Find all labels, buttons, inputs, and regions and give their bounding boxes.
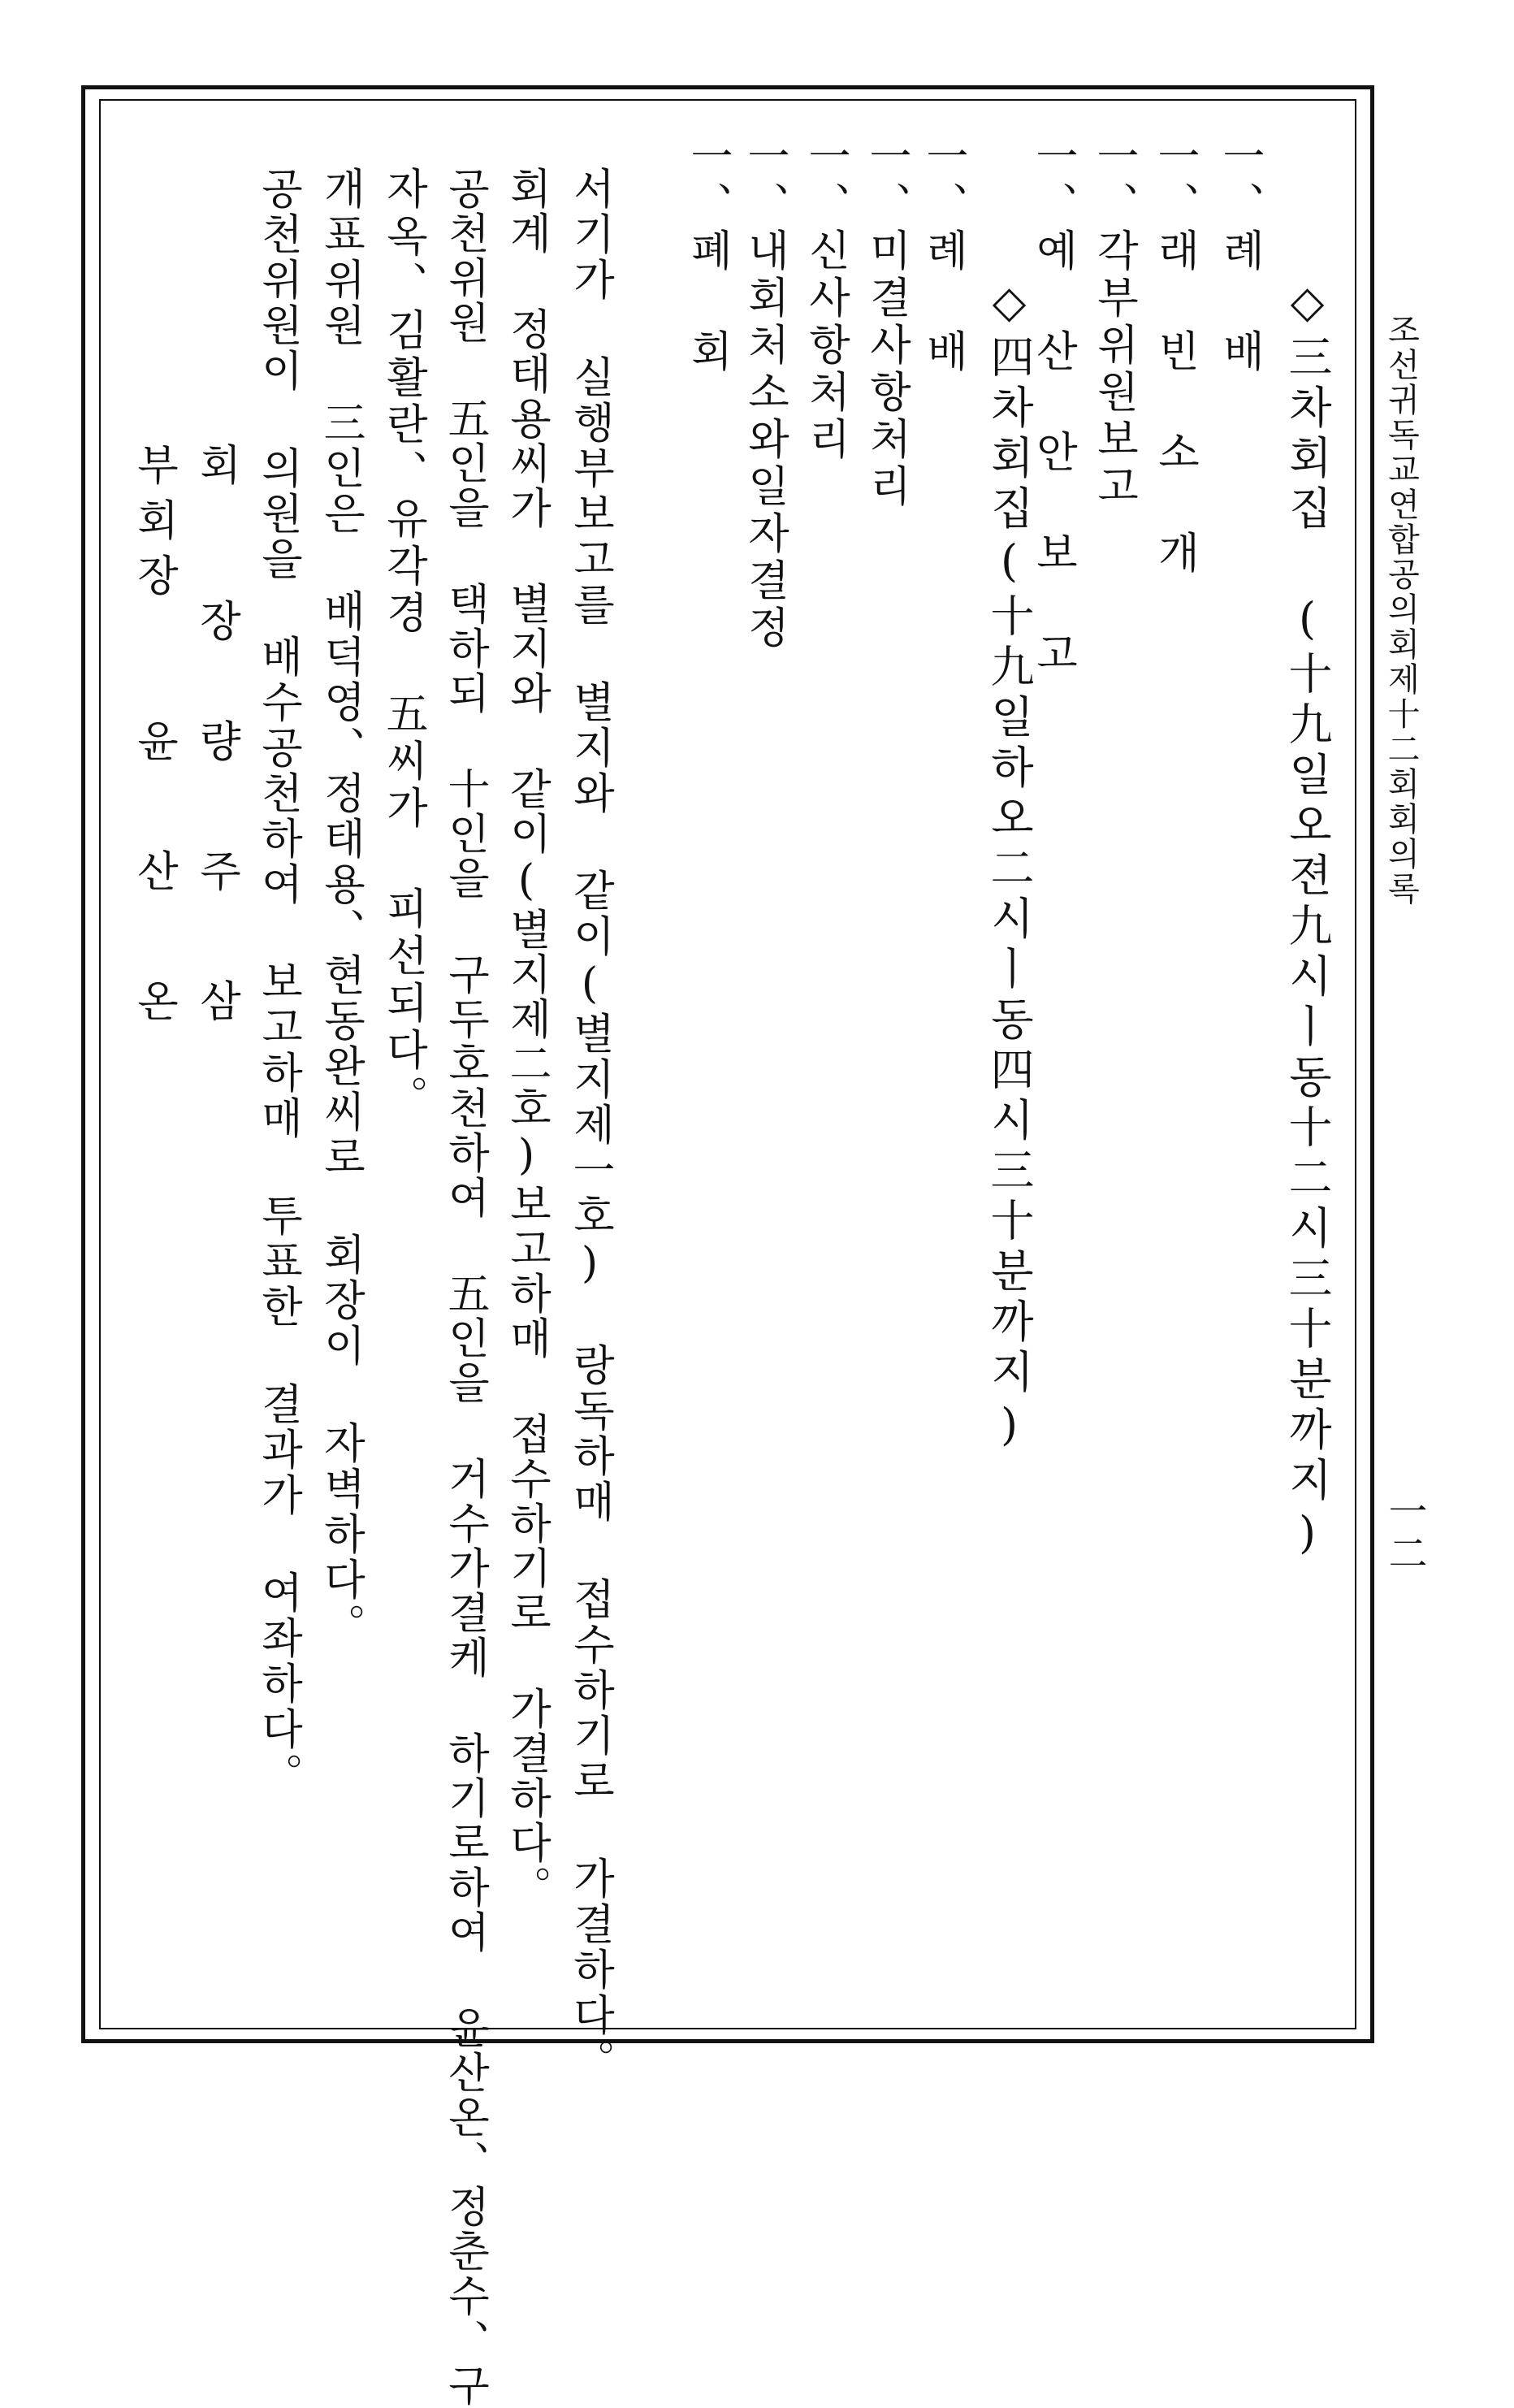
session-3-item-3: 一、각부위원보고 <box>1089 134 1138 511</box>
session-4-item-5: 一、폐 회 <box>683 134 732 376</box>
session-3-item-4: 一、예 산 안 보 고 <box>1028 134 1077 678</box>
chairman-name: 량 주 삼 <box>192 719 240 1041</box>
session-4-item-4: 一、내회처소와일자결정 <box>740 134 789 652</box>
chairman-title: 회 장 <box>192 443 240 673</box>
vice-chairman-title: 부회장 <box>129 443 178 608</box>
running-title: 조선귀독교연합공의회제十二회회의록 <box>1382 313 1420 907</box>
session-4-item-1: 一、례 배 <box>919 134 967 376</box>
session-4-heading: ◇四차회집(十九일하오二시ㅣ동四시三十분까지) <box>984 276 1035 1457</box>
minutes-line-1: 서기가 실행부보고를 별지와 같이(별지제一호) 랑독하매 접수하기로 가결하다。 <box>565 167 614 2084</box>
minutes-line-2: 회계 정태용씨가 별지와 같이(별지제二호)보고하매 접수하기로 가결하다。 <box>502 167 551 1910</box>
session-3-heading: ◇三차회집 (十九일오젼九시ㅣ동十二시三十분까지) <box>1282 276 1333 1565</box>
session-3-item-1: 一、례 배 <box>1215 134 1264 376</box>
minutes-line-3: 공천위원 五인을 택하되 十인을 구두호천하여 五인을 거수가결케 하기로하여 윤산온、정춘수、구 <box>440 167 489 2408</box>
minutes-line-4: 자옥、김활란、유각경 五씨가 피선되다。 <box>378 167 427 1122</box>
minutes-line-5: 개표위원 三인은 배덕영、정태용、현동완씨로 회장이 자벽하다。 <box>316 167 365 1648</box>
vice-chairman-name: 윤 산 온 <box>129 719 178 1041</box>
session-4-item-2: 一、미결사항처리 <box>862 134 911 511</box>
session-4-item-3: 一、신사항처리 <box>801 134 850 464</box>
session-3-item-2: 一、래 빈 소 개 <box>1150 134 1199 578</box>
page-number: 一二 <box>1382 1491 1427 1575</box>
minutes-line-6: 공천위원이 의원을 배수공천하여 보고하매 투표한 결과가 여좌하다。 <box>253 167 302 1798</box>
